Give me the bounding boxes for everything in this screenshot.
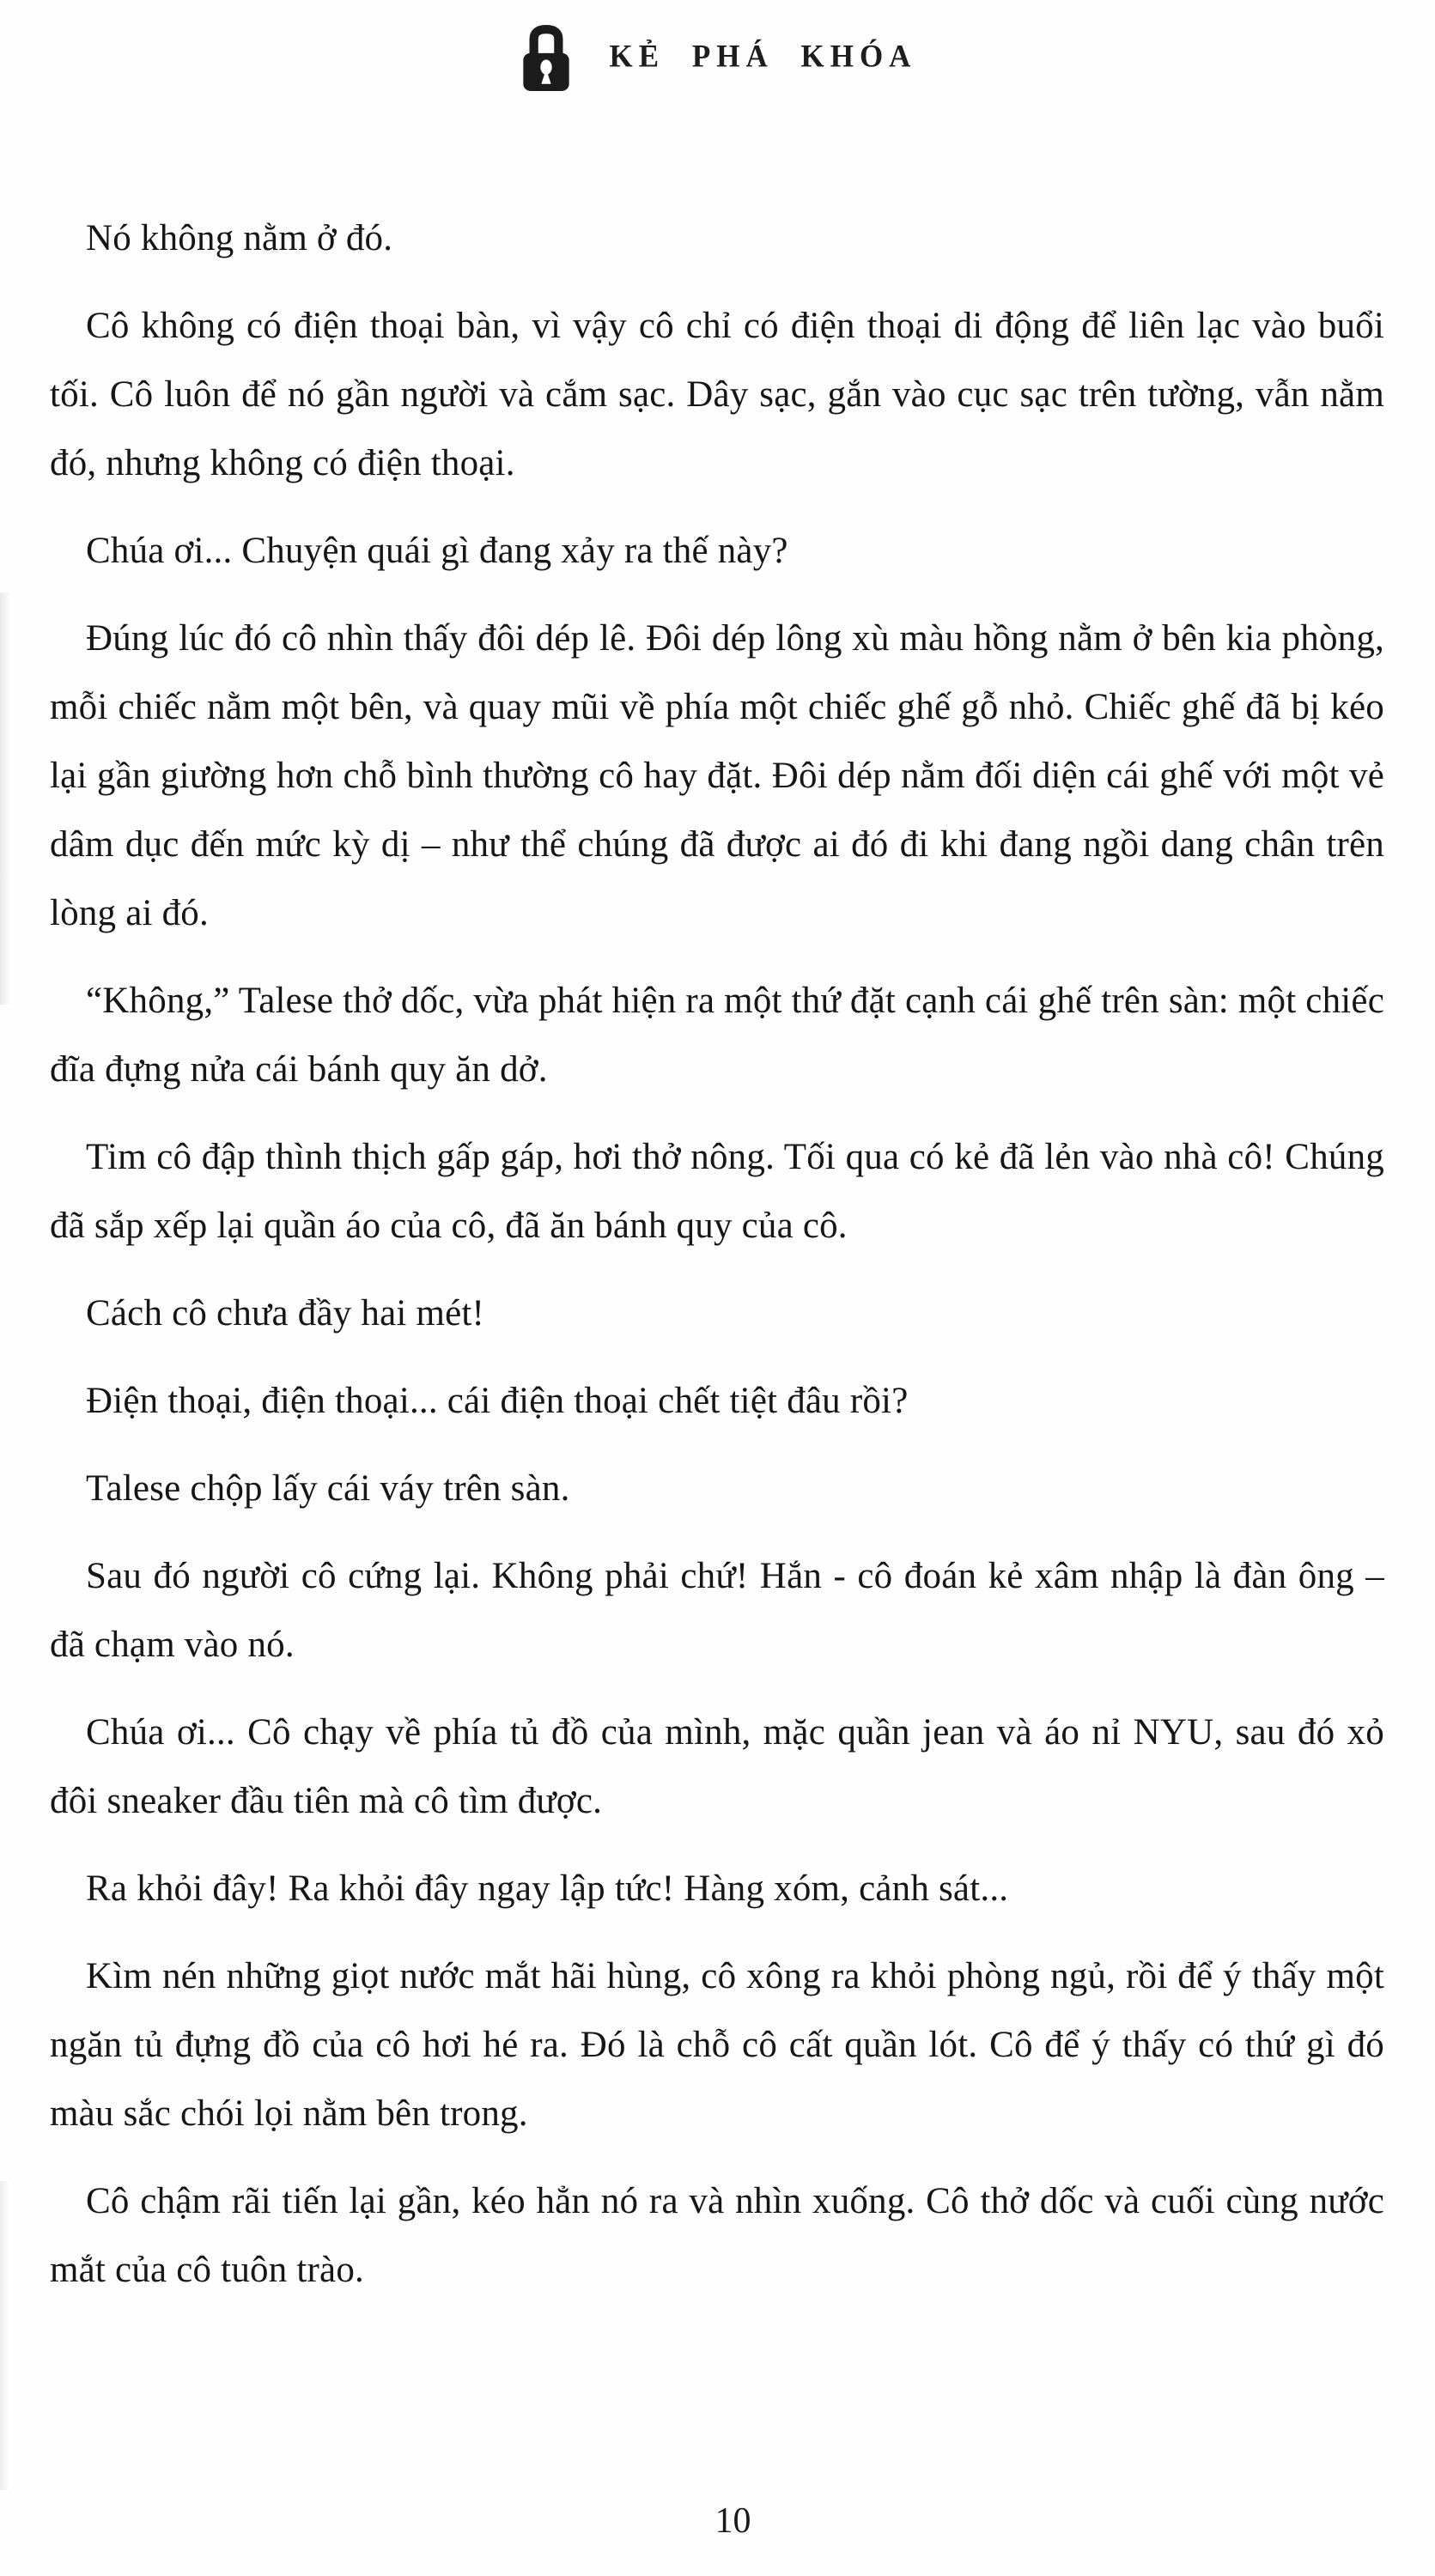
- book-title: KẺ PHÁ KHÓA: [609, 39, 917, 74]
- page-number: 10: [714, 2501, 751, 2541]
- paragraph: Talese chộp lấy cái váy trên sàn.: [86, 1468, 570, 1509]
- paragraph: “Không,” Talese thở dốc, vừa phát hiện ra một thứ đặt cạnh cái ghế trên sàn: một chiếc đĩa đựng nửa cái bánh quy ăn dở.: [50, 981, 1384, 1090]
- paragraph: Chúa ơi... Cô chạy về phía tủ đồ của mình, mặc quần jean và áo nỉ NYU, sau đó xỏ đôi sneaker đầu tiên mà cô tìm được.: [50, 1712, 1384, 1821]
- scan-edge-artifact: [0, 592, 10, 1005]
- paragraph: Cô không có điện thoại bàn, vì vậy cô chỉ có điện thoại di động để liên lạc vào buổi tối. Cô luôn để nó gần người và cắm sạc. Dây sạc, gắn vào cục sạc trên tường, vẫn nằm đó, nhưng không có điện thoại.: [50, 306, 1384, 483]
- paragraph: Sau đó người cô cứng lại. Không phải chứ! Hắn - cô đoán kẻ xâm nhập là đàn ông – đã chạm vào nó.: [50, 1556, 1384, 1665]
- paragraph: Nó không nằm ở đó.: [86, 218, 393, 258]
- paragraph: Ra khỏi đây! Ra khỏi đây ngay lập tức! Hàng xóm, cảnh sát...: [86, 1868, 1009, 1909]
- paragraph: Điện thoại, điện thoại... cái điện thoại chết tiệt đâu rồi?: [86, 1381, 909, 1421]
- page-header: [0, 21, 1435, 93]
- page-body: [50, 204, 1384, 2324]
- paragraph: Cách cô chưa đầy hai mét!: [86, 1293, 485, 1334]
- scan-edge-artifact: [0, 2181, 10, 2490]
- padlock-icon: [519, 24, 574, 93]
- paragraph: Kìm nén những giọt nước mắt hãi hùng, cô xông ra khỏi phòng ngủ, rồi để ý thấy một ngăn tủ đựng đồ của cô hơi hé ra. Đó là chỗ cô cất quần lót. Cô để ý thấy có thứ gì đó màu sắc chói lọi nằm bên trong.: [50, 1956, 1384, 2134]
- paragraph: Cô chậm rãi tiến lại gần, kéo hẳn nó ra và nhìn xuống. Cô thở dốc và cuối cùng nước mắt của cô tuôn trào.: [50, 2181, 1384, 2290]
- paragraph: Tim cô đập thình thịch gấp gáp, hơi thở nông. Tối qua có kẻ đã lẻn vào nhà cô! Chúng đã sắp xếp lại quần áo của cô, đã ăn bánh quy của cô.: [50, 1137, 1384, 1246]
- paragraph: Chúa ơi... Chuyện quái gì đang xảy ra thế này?: [86, 531, 788, 571]
- paragraph: Đúng lúc đó cô nhìn thấy đôi dép lê. Đôi dép lông xù màu hồng nằm ở bên kia phòng, mỗi chiếc nằm một bên, và quay mũi về phía một chiếc ghế gỗ nhỏ. Chiếc ghế đã bị kéo lại gần giường hơn chỗ bình thường cô hay đặt. Đôi dép nằm đối diện cái ghế với một vẻ dâm dục đến mức kỳ dị – như thể chúng đã được ai đó đi khi đang ngồi dang chân trên lòng ai đó.: [50, 618, 1384, 933]
